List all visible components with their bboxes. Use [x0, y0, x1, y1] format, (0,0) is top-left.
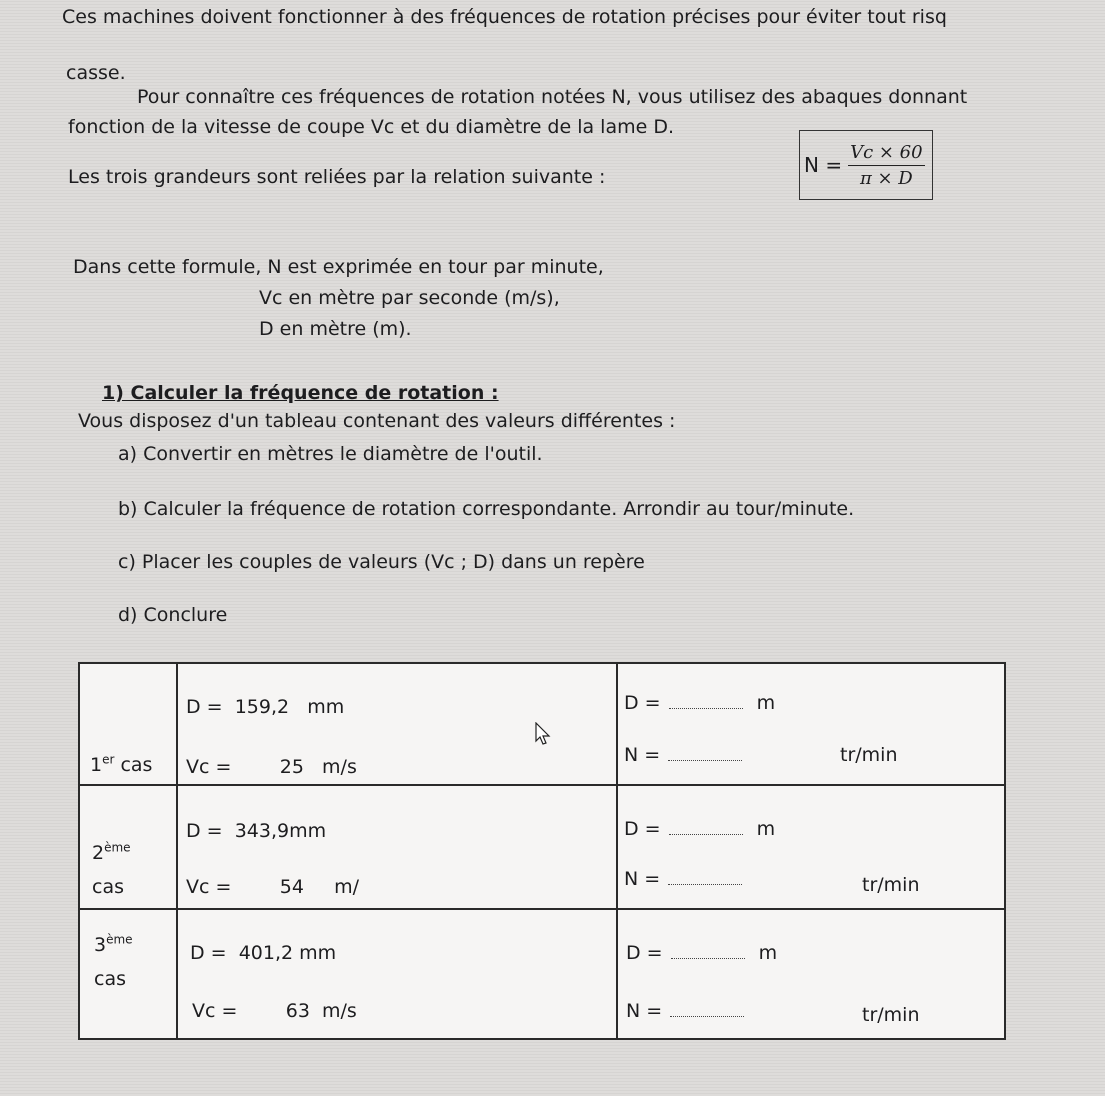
- table-row-3-case-word: cas: [94, 968, 126, 990]
- formula-numerator: Vc × 60: [848, 142, 925, 166]
- question-d: d) Conclure: [118, 604, 228, 626]
- question-title: 1) Calculer la fréquence de rotation :: [102, 382, 499, 404]
- data-table: [78, 662, 1006, 1040]
- intro-line-5: Les trois grandeurs sont reliées par la relation suivante :: [68, 166, 606, 188]
- answer-blank[interactable]: [669, 820, 743, 835]
- answer-blank[interactable]: [668, 746, 742, 761]
- table-col-divider: [176, 662, 178, 1040]
- table-row-1-d: D = 159,2 mm: [186, 696, 345, 718]
- table-row-2-case-num: 2ème: [92, 840, 131, 864]
- answer-blank[interactable]: [669, 694, 743, 709]
- table-row-divider: [78, 784, 1006, 786]
- table-row-3-case-num: 3ème: [94, 932, 133, 956]
- table-row-2-result-d: D = m: [624, 818, 776, 840]
- table-border-top: [78, 662, 1006, 664]
- units-line-2: Vc en mètre par seconde (m/s),: [259, 287, 560, 309]
- answer-blank[interactable]: [671, 944, 745, 959]
- table-row-2-vc: Vc = 54 m/: [186, 876, 360, 898]
- table-row-2-result-n: N =: [624, 868, 750, 890]
- formula-box: [799, 130, 933, 200]
- table-row-2-n-unit: tr/min: [862, 874, 920, 896]
- intro-line-3: Pour connaître ces fréquences de rotation notées N, vous utilisez des abaques donnant: [137, 86, 968, 108]
- table-row-3-result-n: N =: [626, 1000, 752, 1022]
- table-border-right: [1004, 662, 1006, 1040]
- intro-line-1: Ces machines doivent fonctionner à des fréquences de rotation précises pour éviter tout risq: [62, 6, 947, 28]
- table-row-3-n-unit: tr/min: [862, 1004, 920, 1026]
- table-row-3-vc: Vc = 63 m/s: [192, 1000, 357, 1022]
- table-col-divider: [616, 662, 618, 1040]
- mouse-cursor-icon: [535, 722, 553, 746]
- units-line-3: D en mètre (m).: [259, 318, 412, 340]
- question-c: c) Placer les couples de valeurs (Vc ; D) dans un repère: [118, 551, 645, 573]
- table-row-2-case-word: cas: [92, 876, 124, 898]
- intro-line-2: casse.: [66, 62, 126, 84]
- table-row-3-result-d: D = m: [626, 942, 778, 964]
- table-border-left: [78, 662, 80, 1040]
- formula-denominator: π × D: [859, 167, 913, 189]
- table-row-1-n-unit: tr/min: [840, 744, 898, 766]
- formula-lhs: N =: [804, 153, 843, 177]
- table-row-1-result-d: D = m: [624, 692, 776, 714]
- table-row-1-case: 1er cas: [90, 752, 153, 776]
- answer-blank[interactable]: [668, 870, 742, 885]
- question-subtitle: Vous disposez d'un tableau contenant des valeurs différentes :: [78, 410, 676, 432]
- intro-line-4: fonction de la vitesse de coupe Vc et du diamètre de la lame D.: [68, 116, 675, 138]
- units-line-1: Dans cette formule, N est exprimée en tour par minute,: [73, 256, 604, 278]
- table-row-divider: [78, 908, 1006, 910]
- table-row-2-d: D = 343,9mm: [186, 820, 327, 842]
- question-a: a) Convertir en mètres le diamètre de l'outil.: [118, 443, 543, 465]
- table-border-bottom: [78, 1038, 1006, 1040]
- answer-blank[interactable]: [670, 1002, 744, 1017]
- question-b: b) Calculer la fréquence de rotation correspondante. Arrondir au tour/minute.: [118, 498, 855, 520]
- table-row-1-result-n: N =: [624, 744, 750, 766]
- formula-fraction: [848, 142, 925, 189]
- table-row-1-vc: Vc = 25 m/s: [186, 756, 357, 778]
- table-row-3-d: D = 401,2 mm: [190, 942, 337, 964]
